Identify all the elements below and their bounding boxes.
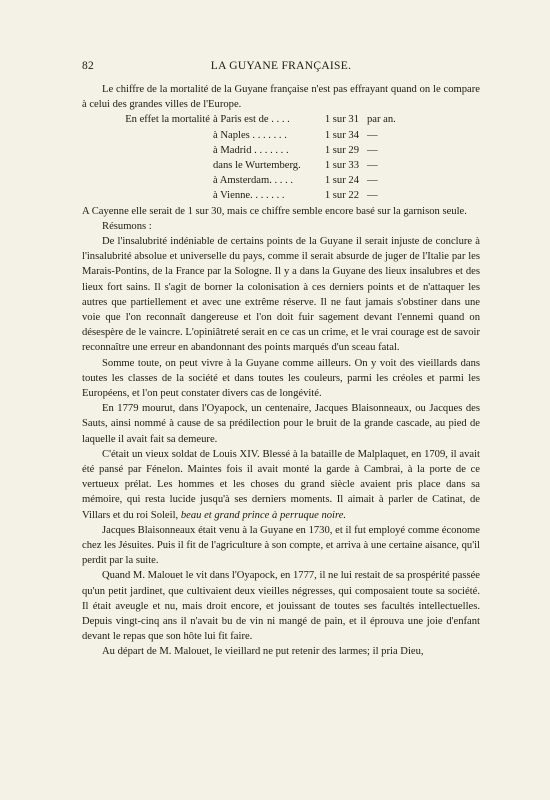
mortality-place: à Naples . . . . . . . (213, 129, 287, 141)
mortality-row (82, 188, 480, 203)
mortality-suffix: — (367, 129, 378, 141)
mortality-lead: En effet la mortalité (125, 114, 210, 126)
mortality-lead (82, 128, 210, 143)
resumons-line: Résumons : (102, 220, 152, 232)
mortality-ratio: 1 sur 22 (324, 190, 359, 202)
paragraph-centenaire: En 1779 mourut, dans l'Oyapock, un centenaire, Jacques Blaisonneaux, ou Jacques des Sauts, ainsi nommé à cause de sa prédilection pour le bruit de la grande cascade, au pied de laquelle il avait fait sa demeure. (82, 403, 480, 445)
page-header (82, 60, 480, 72)
page-number: 82 (82, 60, 95, 72)
mortality-ratio: 1 sur 29 (324, 144, 359, 156)
mortality-suffix: — (367, 159, 378, 171)
mortality-lead (82, 188, 210, 203)
mortality-suffix: — (367, 144, 378, 156)
paragraph-longevite: Somme toute, on peut vivre à la Guyane comme ailleurs. On y voit des vieillards dans toutes les classes de la société et dans toutes les couleurs, parmi les créoles et parmi les Européens, et l'on peut constater divers cas de longévité. (82, 357, 480, 399)
mortality-row (82, 112, 480, 127)
mortality-lead (82, 158, 210, 173)
paragraph-soldat (82, 447, 480, 523)
paragraph-soldat-quote: beau et grand prince à perruque noire. (180, 509, 347, 521)
mortality-row (82, 158, 480, 173)
intro-paragraph: Le chiffre de la mortalité de la Guyane française n'est pas effrayant quand on le compare à celui des grandes villes de l'Europe. (82, 84, 480, 111)
mortality-place: dans le Wurtemberg. (213, 159, 301, 171)
paragraph-jesuites: Jacques Blaisonneaux était venu à la Guyane en 1730, et il fut employé comme économe chez les Jésuites. Puis il fit de l'agriculture à son compte, et arriva à une certaine aisance, qu'il perdit par la suite. (82, 524, 480, 567)
mortality-ratio: 1 sur 31 (324, 114, 359, 126)
paragraph-insalubrite: De l'insalubrité indéniable de certains points de la Guyane il serait injuste de conclure à l'insalubrité absolue et universelle du pays, comme il serait absurde de juger de l'Italie par les Marais-Pontins, de la France par la Sologne. Il y a dans la Guyane des lieux insalubres et des lieux fort sains. Il s'agit de borner la colonisation à ces derniers points et de n'attaquer les autres que partiellement et avec une extrême réserve. Il ne faut jamais s'obstiner dans une voie que l'on reconnaît dangereuse et l'on doit fuir sagement devant l'ennemi quand on désespère de le vaincre. L'opiniâtreté serait en ce cas un crime, et le vrai courage est de savoir reconnaître une erreur en abandonnant des points marqués d'un sceau fatal. (82, 235, 480, 354)
paragraph-depart: Au départ de M. Malouet, le vieillard ne put retenir des larmes; il pria Dieu, (102, 646, 424, 658)
mortality-ratio: 1 sur 24 (324, 175, 359, 187)
running-title: LA GUYANE FRANÇAISE. (210, 60, 352, 72)
mortality-suffix: — (367, 190, 378, 202)
cayenne-paragraph: A Cayenne elle serait de 1 sur 30, mais ce chiffre semble encore basé sur la garnison seule. (82, 205, 467, 217)
mortality-row (82, 173, 480, 188)
mortality-lead (82, 143, 210, 158)
mortality-place: à Paris est de . . . . (213, 114, 290, 126)
paragraph-malouet: Quand M. Malouet le vit dans l'Oyapock, en 1777, il ne lui restait de sa prospérité passée qu'un petit jardinet, que cultivaient deux vieilles négresses, qui composaient toute sa société. Il était aveugle et nu, mais droit encore, et jouissant de toutes ses facultés intellectuelles. Depuis vingt-cinq ans il n'avait bu de vin ni mangé de pain, et il éprouva une joie d'enfant devant le repas que son hôte lui fit faire. (82, 570, 480, 643)
mortality-place: à Madrid . . . . . . . (213, 144, 289, 156)
page-body (82, 82, 480, 660)
mortality-table (82, 112, 480, 203)
mortality-place: à Amsterdam. . . . . (213, 175, 294, 187)
mortality-lead (82, 173, 210, 188)
mortality-row (82, 128, 480, 143)
mortality-suffix: — (367, 175, 378, 187)
mortality-suffix: par an. (367, 114, 396, 126)
mortality-row (82, 143, 480, 158)
mortality-ratio: 1 sur 34 (324, 129, 359, 141)
mortality-place: à Vienne. . . . . . . (213, 190, 285, 202)
mortality-ratio: 1 sur 33 (324, 159, 359, 171)
paragraph-soldat-text: C'était un vieux soldat de Louis XIV. Blessé à la bataille de Malplaquet, en 1709, il avait été pansé par Fénelon. Maintes fois il avait monté la garde à Cambrai, à la porte de ce vertueux prélat. Les hommes et les choses du grand siècle avaient pris place dans sa mémoire, qui resta lucide jusqu'à ses derniers moments. Il aimait à parler de Catinat, de Villars et du roi Soleil, (82, 448, 480, 521)
